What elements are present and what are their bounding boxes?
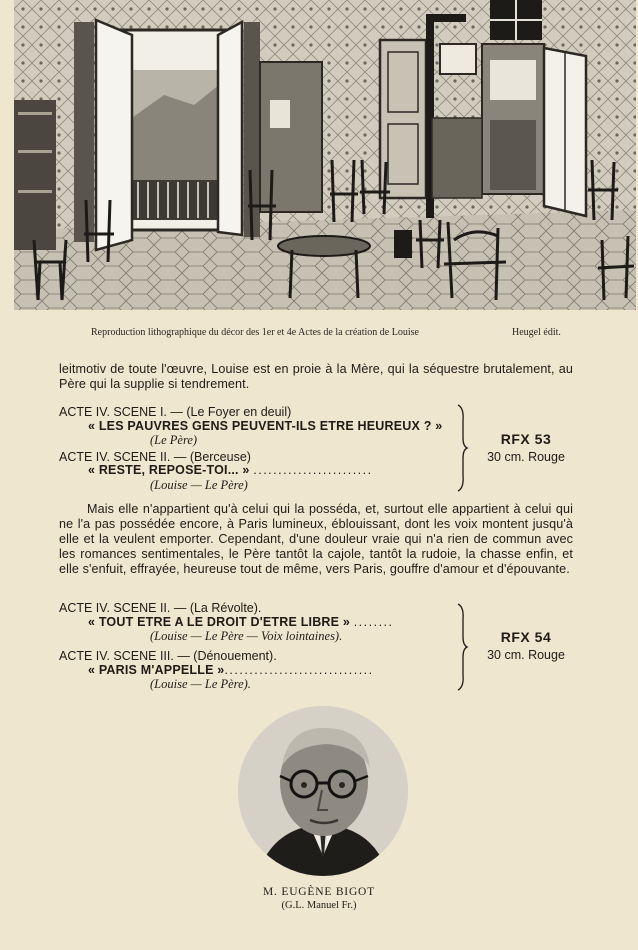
portrait-photo xyxy=(238,706,408,876)
track-2-title: « RESTE, REPOSE-TOI... » xyxy=(88,463,250,477)
record-53-detail: 30 cm. Rouge xyxy=(487,450,565,464)
track-4-title-row xyxy=(88,663,374,677)
record-53-code: RFX 53 xyxy=(500,431,552,447)
track-3-title-row xyxy=(88,615,394,629)
body-paragraph xyxy=(59,502,573,577)
track-4-singers: (Louise — Le Père). xyxy=(150,677,251,691)
conductor-portrait xyxy=(238,706,408,876)
track-1-singers: (Le Père) xyxy=(150,433,198,447)
track-2-scene: ACTE IV. SCENE II. — (Berceuse) xyxy=(59,450,251,464)
record-53-ref xyxy=(471,431,581,464)
record-54-brace xyxy=(455,603,469,691)
stage-decor-illustration xyxy=(14,0,636,310)
intro-text: leitmotiv de toute l'œuvre, Louise est en proie à la Mère, qui la séquestre brutalement, au Père qui la supplie si tendrement. xyxy=(59,362,573,391)
track-2-title-row xyxy=(88,463,373,477)
portrait-name: M. EUGÈNE BIGOT xyxy=(263,886,375,898)
dot-leader: .............................. xyxy=(224,663,374,677)
record-53-brace xyxy=(455,404,469,492)
track-1-title: « LES PAUVRES GENS PEUVENT-ILS ETRE HEUREUX ? » xyxy=(88,419,443,433)
track-3-singers: (Louise — Le Père — Voix lointaines). xyxy=(150,629,343,643)
track-3-title: « TOUT ETRE A LE DROIT D'ETRE LIBRE » xyxy=(88,615,351,629)
stage-decor-lithograph xyxy=(14,0,636,310)
portrait-credit: (G.L. Manuel Fr.) xyxy=(281,900,357,911)
track-2-singers: (Louise — Le Père) xyxy=(150,478,248,492)
record-54-code: RFX 54 xyxy=(500,629,552,645)
intro-paragraph xyxy=(59,362,573,392)
dot-leader: ........................ xyxy=(253,463,373,477)
track-3-scene: ACTE IV. SCENE II. — (La Révolte). xyxy=(59,601,262,615)
record-54-detail: 30 cm. Rouge xyxy=(487,648,565,662)
dot-leader: ........ xyxy=(353,615,394,629)
body-text: Mais elle n'appartient qu'à celui qui la posséda, et, surtout elle appartient à celui qui ne l'a pas possédée encore, à Paris lumineux, éblouissant, dont les voix montent jusqu'à elle et la veulent emporter. Cependant, d'une douleur vraie qui n'a rien de commun avec les romances sentimentales, le Père tantôt la cajole, tantôt la rudoie, la chasse enfin, et elle s'enfuit, effrayée, heureuse tout de même, vers Paris, gouffre d'amour et d'épouvante. xyxy=(59,502,573,576)
figure-caption: Reproduction lithographique du décor des 1er et 4e Actes de la création de Louise xyxy=(91,327,419,338)
figure-publisher: Heugel édit. xyxy=(512,327,561,338)
record-54-ref xyxy=(471,629,581,662)
track-4-title: « PARIS M'APPELLE » xyxy=(88,663,225,677)
track-1-scene: ACTE IV. SCENE I. — (Le Foyer en deuil) xyxy=(59,405,292,419)
track-4-scene: ACTE IV. SCENE III. — (Dénouement). xyxy=(59,649,277,663)
